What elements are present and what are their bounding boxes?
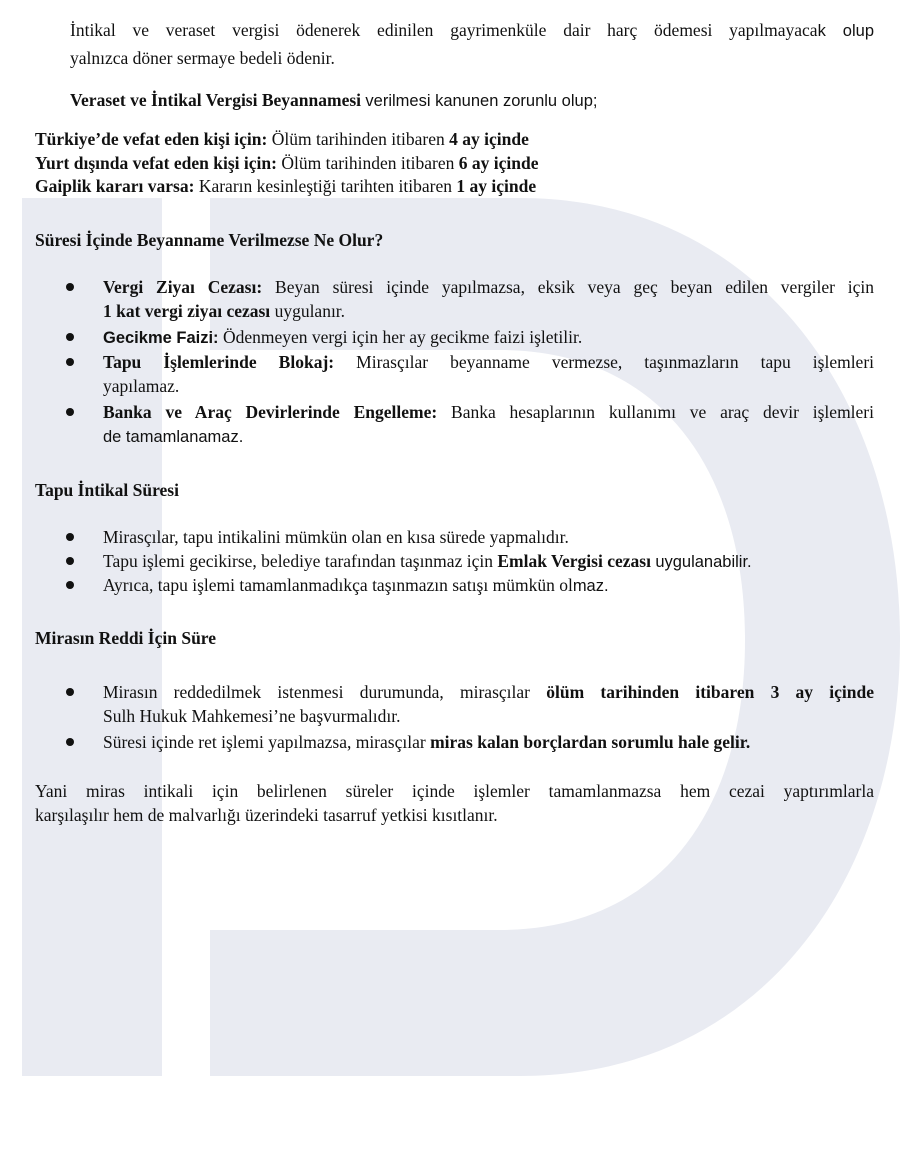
penalty-item-3-line-2: yapılamaz. bbox=[103, 376, 180, 396]
penalty-item-1-line-2: 1 kat vergi ziyaı cezası uygulanır. bbox=[103, 301, 346, 321]
deed-item-1: Mirasçılar, tapu intikalini mümkün olan en kısa sürede yapmalıdır. bbox=[103, 527, 569, 547]
bullet-icon bbox=[66, 283, 74, 291]
penalty-item-3-line-1: Tapu İşlemlerinde Blokaj: Mirasçılar beyanname vermezse, taşınmazların tapu işlemleri bbox=[103, 352, 875, 372]
bullet-icon bbox=[66, 688, 74, 696]
rejection-item-1-line-1: Mirasın reddedilmek istenmesi durumunda, mirasçılar ölüm tarihinden itibaren 3 ay içinde bbox=[103, 682, 875, 702]
section-heading-penalties: Süresi İçinde Beyanname Verilmezse Ne Olur? bbox=[35, 230, 384, 250]
bullet-icon bbox=[66, 533, 74, 541]
penalty-item-4-line-1: Banka ve Araç Devirlerinde Engelleme: Banka hesaplarının kullanımı ve araç devir işlemleri bbox=[103, 402, 874, 422]
intro-line-2: yalnızca döner sermaye bedeli ödenir. bbox=[70, 48, 335, 68]
penalty-item-1-line-1: Vergi Ziyaı Cezası: Beyan süresi içinde yapılmazsa, eksik veya geç beyan edilen vergiler için bbox=[103, 277, 874, 297]
bullet-icon bbox=[66, 581, 74, 589]
deed-item-2: Tapu işlemi gecikirse, belediye tarafından taşınmaz için Emlak Vergisi cezası uygulanabilir. bbox=[103, 551, 752, 571]
declaration-line: Veraset ve İntikal Vergisi Beyannamesi verilmesi kanunen zorunlu olup; bbox=[70, 90, 598, 110]
penalty-item-2: Gecikme Faizi: Ödenmeyen vergi için her ay gecikme faizi işletilir. bbox=[103, 327, 583, 347]
deadline-absence: Gaiplik kararı varsa: Kararın kesinleştiği tarihten itibaren 1 ay içinde bbox=[35, 176, 537, 196]
deadline-abroad: Yurt dışında vefat eden kişi için: Ölüm tarihinden itibaren 6 ay içinde bbox=[35, 153, 539, 173]
bullet-icon bbox=[66, 738, 74, 746]
section-heading-inheritance-rejection: Mirasın Reddi İçin Süre bbox=[35, 628, 217, 648]
bullet-icon bbox=[66, 358, 74, 366]
section-heading-title-deed: Tapu İntikal Süresi bbox=[35, 480, 179, 500]
intro-line-1: İntikal ve veraset vergisi ödenerek edinilen gayrimenküle dair harç ödemesi yapılmayacak olup bbox=[70, 20, 875, 40]
bullet-icon bbox=[66, 557, 74, 565]
bullet-icon bbox=[66, 408, 74, 416]
conclusion-line-2: karşılaşılır hem de malvarlığı üzerindeki tasarruf yetkisi kısıtlanır. bbox=[35, 805, 498, 825]
rejection-item-1-line-2: Sulh Hukuk Mahkemesi’ne başvurmalıdır. bbox=[103, 706, 401, 726]
penalty-item-4-line-2: de tamamlanamaz. bbox=[103, 428, 244, 446]
bullet-icon bbox=[66, 333, 74, 341]
deed-item-3: Ayrıca, tapu işlemi tamamlanmadıkça taşınmazın satışı mümkün olmaz. bbox=[103, 575, 609, 595]
rejection-item-2: Süresi içinde ret işlemi yapılmazsa, mirasçılar miras kalan borçlardan sorumlu hale gelir. bbox=[103, 732, 751, 752]
conclusion-line-1: Yani miras intikali için belirlenen süreler içinde işlemler tamamlanmazsa hem cezai yaptırımlarla bbox=[35, 781, 874, 801]
deadline-turkey: Türkiye’de vefat eden kişi için: Ölüm tarihinden itibaren 4 ay içinde bbox=[35, 129, 529, 149]
